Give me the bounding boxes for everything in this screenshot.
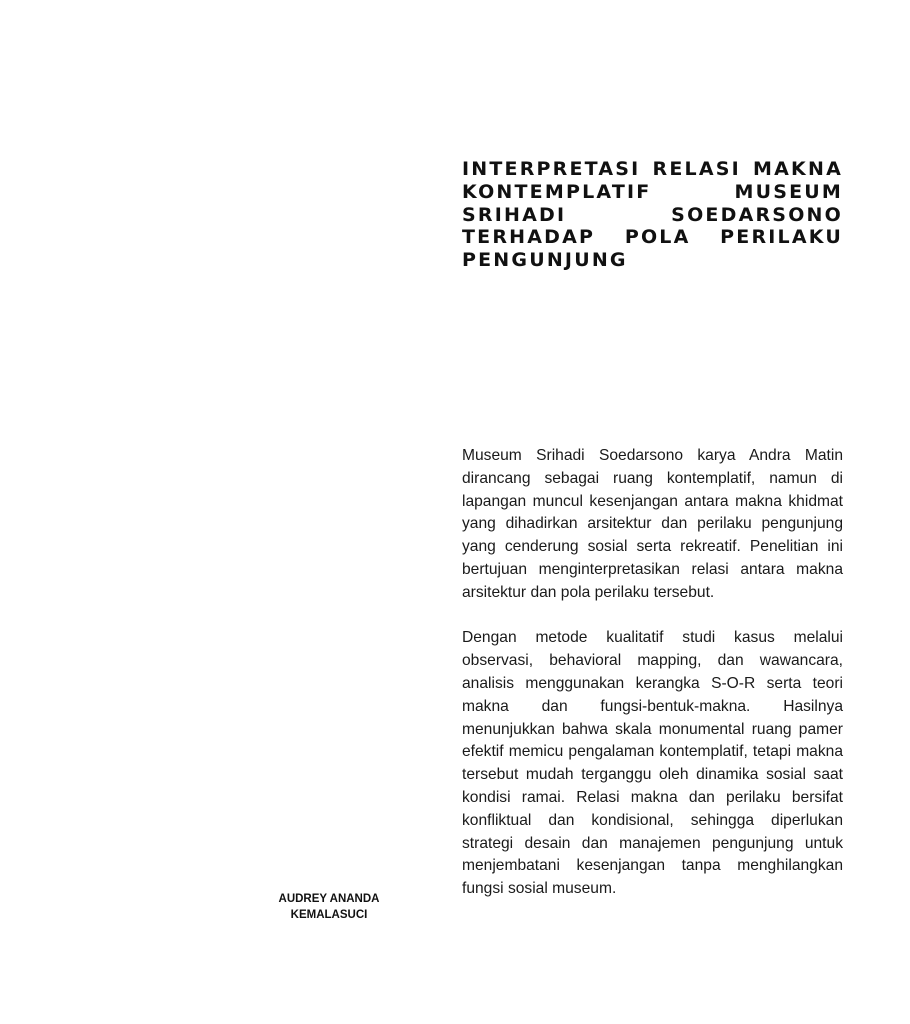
document-title: INTERPRETASI RELASI MAKNA KONTEMPLATIF MUSEUM SRIHADI SOEDARSONO TERHADAP POLA PERILAKU PENGUNJUNG [462, 158, 843, 272]
abstract-paragraph-1: Museum Srihadi Soedarsono karya Andra Matin dirancang sebagai ruang kontemplatif, namun di lapangan muncul kesenjangan antara makna khidmat yang dihadirkan arsitektur dan perilaku pengunjung yang cenderung sosial serta rekreatif. Penelitian ini bertujuan menginterpretasikan relasi antara makna arsitektur dan pola perilaku tersebut. [462, 447, 843, 601]
author-name-line-2: KEMALASUCI [290, 908, 368, 921]
author-name [262, 892, 396, 923]
author-name-line-1: AUDREY ANANDA [278, 893, 380, 905]
abstract [462, 445, 843, 901]
abstract-paragraph-2: Dengan metode kualitatif studi kasus melalui observasi, behavioral mapping, dan wawancara, analisis menggunakan kerangka S-O-R serta teori makna dan fungsi-bentuk-makna. Hasilnya menunjukkan bahwa skala monumental ruang pamer efektif memicu pengalaman kontemplatif, tetapi makna tersebut mudah terganggu oleh dinamika sosial saat kondisi ramai. Relasi makna dan perilaku bersifat konfliktual dan kondisional, sehingga diperlukan strategi desain dan manajemen pengunjung untuk menjembatani kesenjangan tanpa menghilangkan fungsi sosial museum. [462, 629, 843, 898]
